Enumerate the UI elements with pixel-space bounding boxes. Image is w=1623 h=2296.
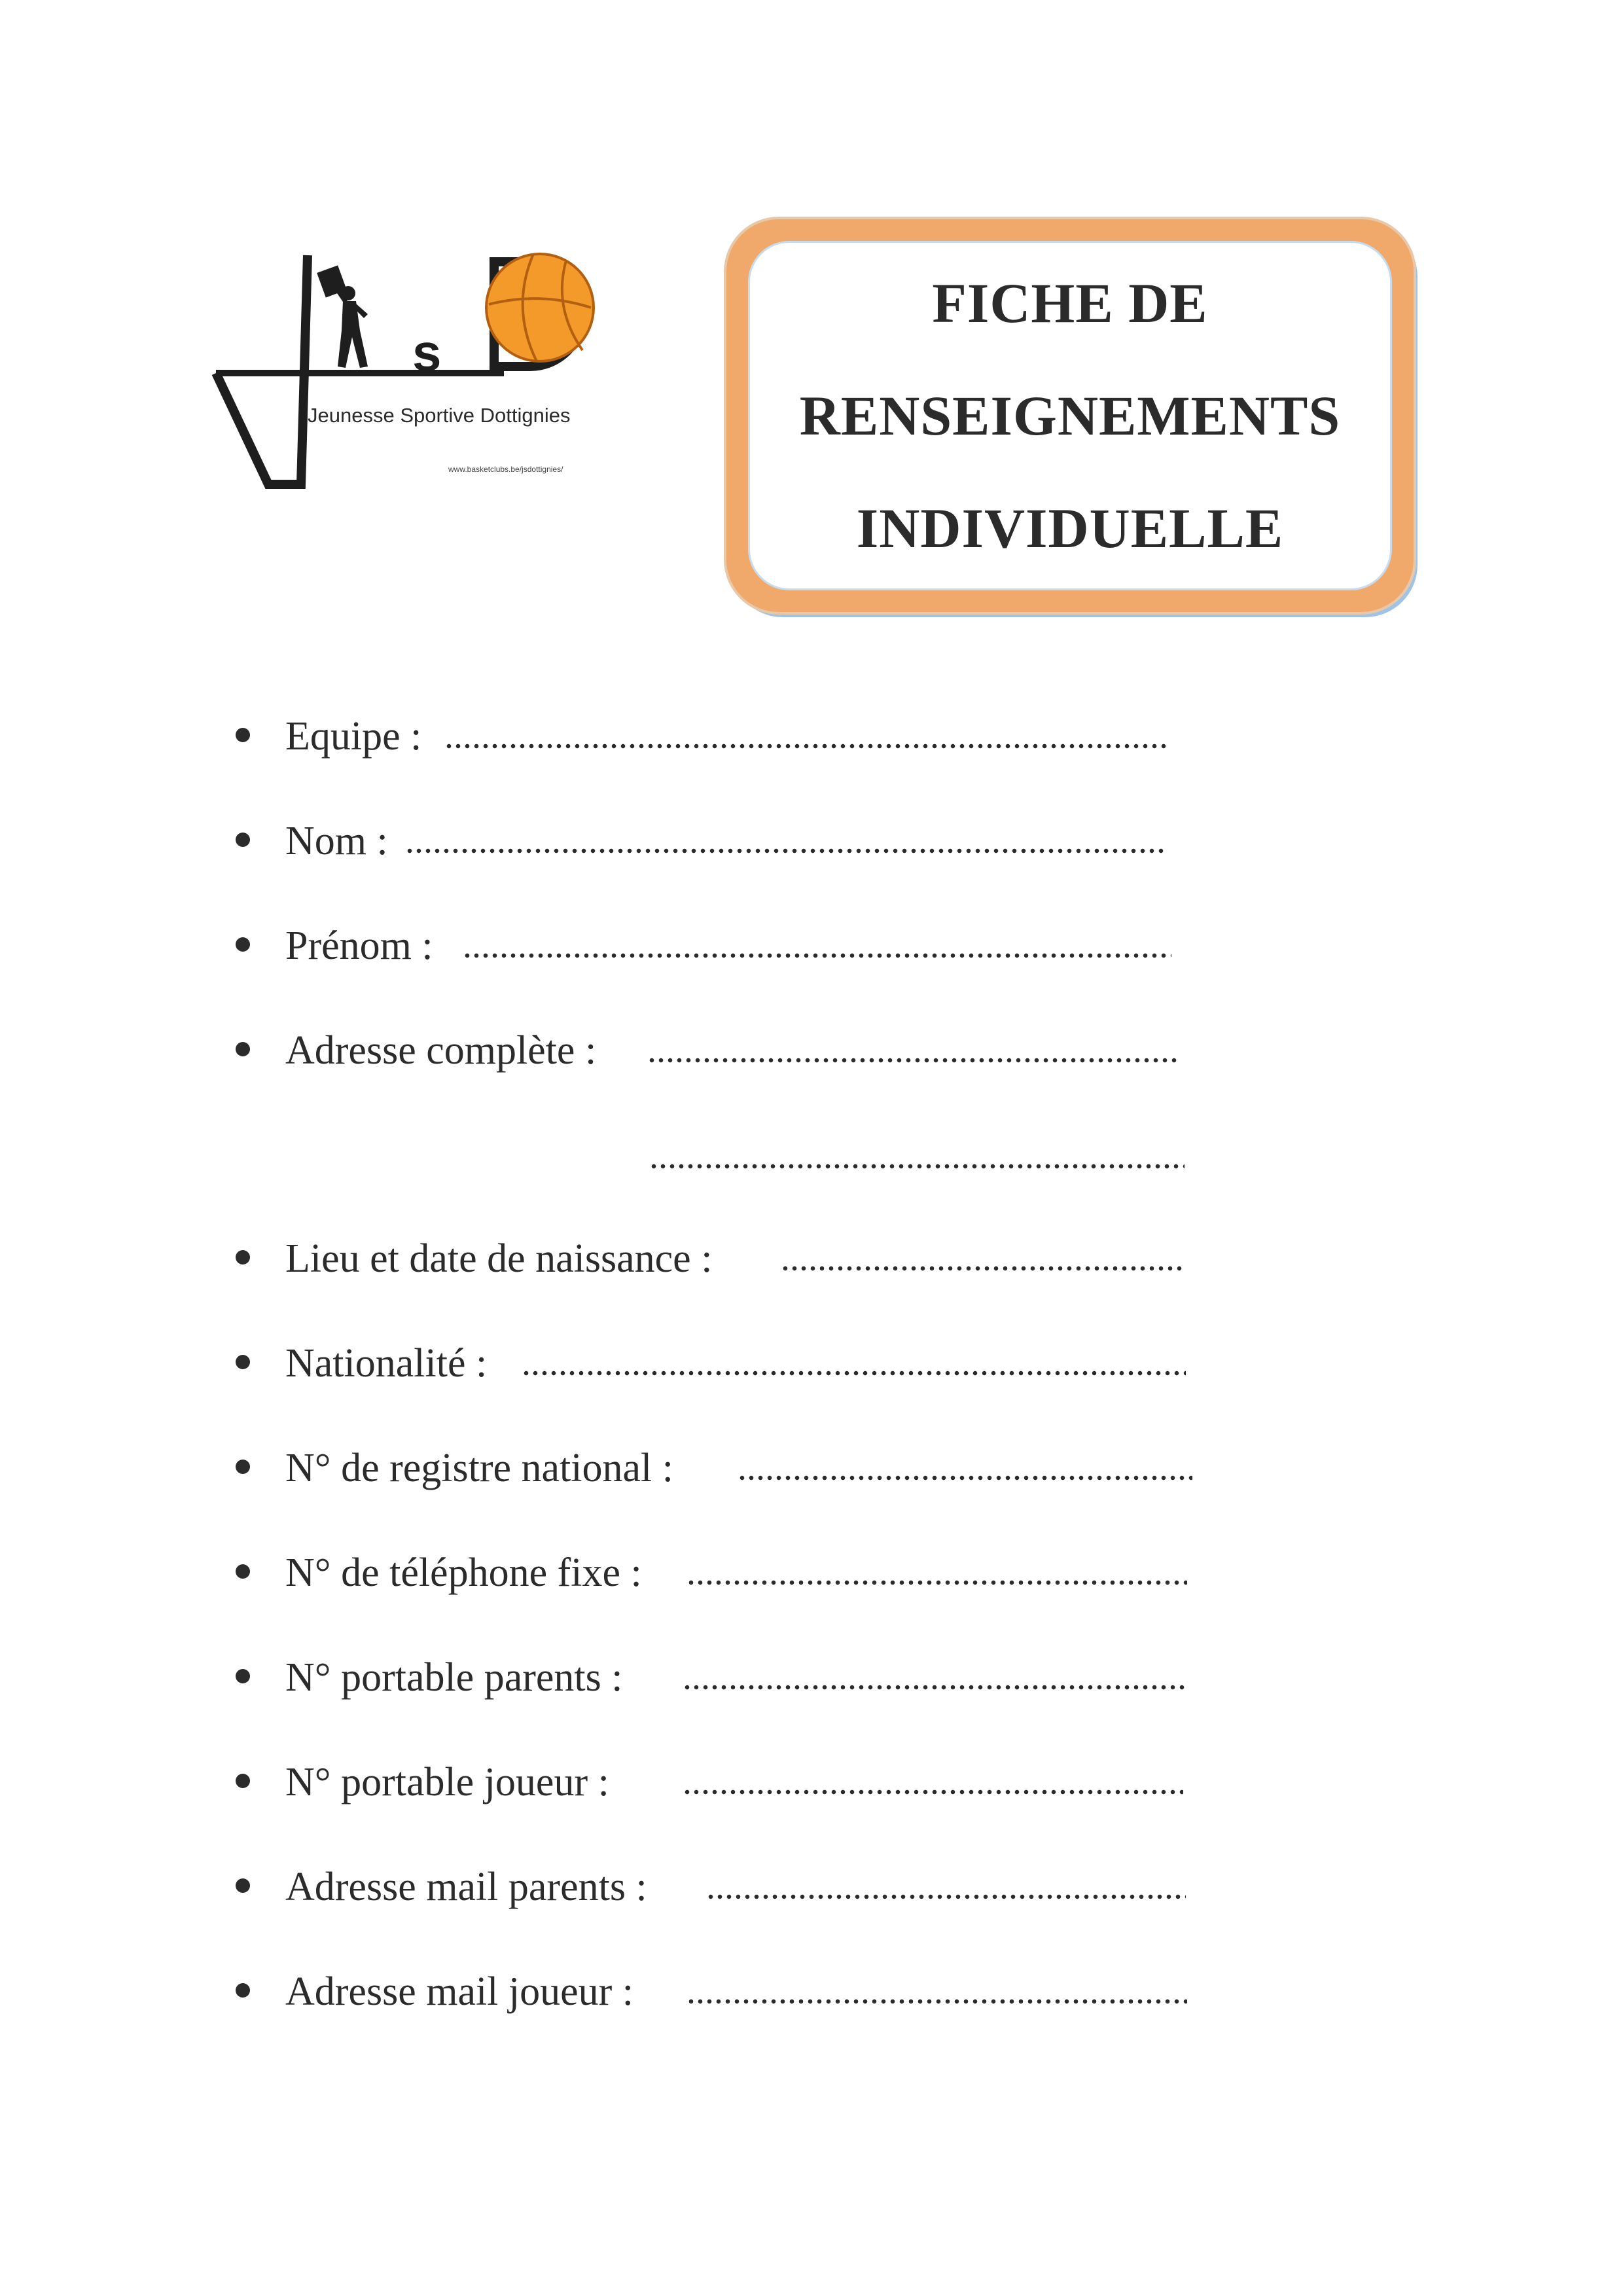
field-label: Lieu et date de naissance : bbox=[285, 1236, 713, 1281]
field-label: Nationalité : bbox=[285, 1341, 488, 1386]
bullet-icon bbox=[236, 1983, 250, 1998]
field-label: Adresse mail parents : bbox=[285, 1865, 647, 1909]
field-label: N° portable joueur : bbox=[285, 1760, 609, 1804]
field-label: N° de registre national : bbox=[285, 1446, 673, 1490]
bullet-icon bbox=[236, 1460, 250, 1474]
title-line-1: FICHE DE bbox=[932, 272, 1208, 334]
fill-in-line-address-2[interactable] bbox=[651, 1164, 1185, 1169]
bullet-icon bbox=[236, 1355, 250, 1369]
fill-in-line[interactable] bbox=[465, 953, 1171, 958]
svg-text:s: s bbox=[412, 323, 442, 382]
bullet-icon bbox=[236, 1250, 250, 1265]
field-label: Adresse complète : bbox=[285, 1028, 597, 1073]
fill-in-line[interactable] bbox=[783, 1266, 1183, 1271]
fill-in-line[interactable] bbox=[688, 1999, 1187, 2004]
fill-in-line[interactable] bbox=[649, 1058, 1181, 1063]
title-line-3: INDIVIDUELLE bbox=[856, 497, 1284, 560]
bullet-icon bbox=[236, 937, 250, 952]
bullet-icon bbox=[236, 1564, 250, 1579]
field-label: Adresse mail joueur : bbox=[285, 1969, 634, 2014]
fill-in-line[interactable] bbox=[708, 1894, 1186, 1899]
bullet-icon bbox=[236, 1669, 250, 1683]
field-label: Equipe : bbox=[285, 714, 422, 759]
fill-in-line[interactable] bbox=[524, 1371, 1186, 1376]
bullet-icon bbox=[236, 1774, 250, 1788]
field-label: Prénom : bbox=[285, 924, 433, 968]
fill-in-line[interactable] bbox=[685, 1685, 1188, 1690]
fill-in-line[interactable] bbox=[446, 744, 1166, 749]
field-label: N° de téléphone fixe : bbox=[285, 1551, 642, 1595]
bullet-icon bbox=[236, 728, 250, 742]
club-name: Jeunesse Sportive Dottignies bbox=[308, 404, 571, 427]
field-label: Nom : bbox=[285, 819, 388, 863]
bullet-icon bbox=[236, 833, 250, 847]
bullet-icon bbox=[236, 1042, 250, 1056]
field-label: N° portable parents : bbox=[285, 1655, 623, 1700]
bullet-icon bbox=[236, 1878, 250, 1893]
fill-in-line[interactable] bbox=[407, 848, 1168, 853]
club-url: www.basketclubs.be/jsdottignies/ bbox=[448, 465, 563, 474]
title-line-2: RENSEIGNEMENTS bbox=[799, 384, 1341, 447]
fill-in-line[interactable] bbox=[685, 1789, 1183, 1795]
fill-in-line[interactable] bbox=[740, 1475, 1192, 1480]
fill-in-line[interactable] bbox=[688, 1580, 1187, 1585]
